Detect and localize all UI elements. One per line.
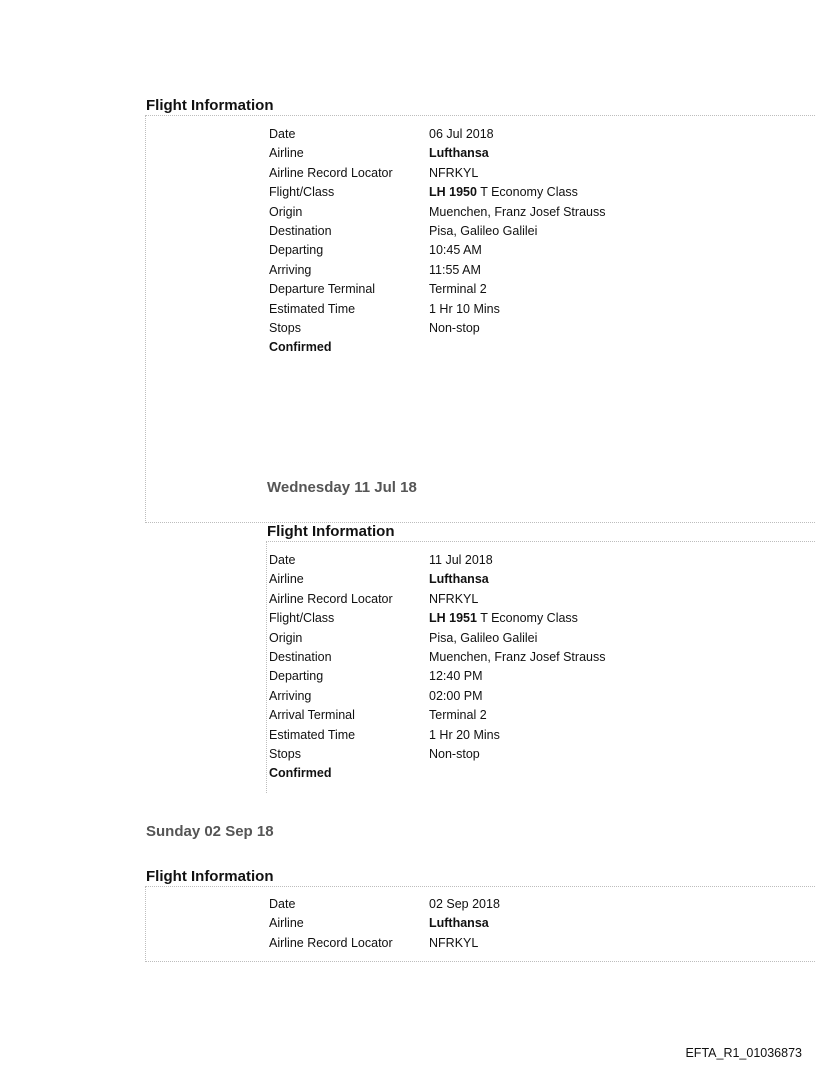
detail-row-locator: Airline Record Locator NFRKYL (269, 934, 500, 953)
stops-value: Non-stop (429, 746, 480, 761)
estimated-time-value: 1 Hr 20 Mins (429, 727, 500, 742)
detail-row-departing: Departing 10:45 AM (269, 241, 605, 260)
locator-value: NFRKYL (429, 591, 479, 606)
arriving-value: 11:55 AM (429, 262, 481, 277)
travel-class: T Economy Class (476, 611, 578, 626)
date-value: 11 Jul 2018 (429, 553, 493, 567)
detail-row-arriving: Arriving 11:55 AM (269, 261, 605, 280)
terminal-value: Terminal 2 (429, 282, 487, 297)
travel-class: T Economy Class (476, 185, 578, 200)
flight-number: LH 1950 (429, 185, 477, 200)
terminal-value: Terminal 2 (429, 708, 487, 723)
flight-information-title-3: Flight Information (146, 868, 274, 885)
airline-value: Lufthansa (429, 916, 489, 931)
day-heading-3: Sunday 02 Sep 18 (146, 823, 274, 840)
date-value: 02 Sep 2018 (429, 897, 500, 911)
origin-value: Muenchen, Franz Josef Strauss (429, 204, 606, 219)
detail-row-destination: Destination Muenchen, Franz Josef Strauss (269, 648, 605, 667)
detail-row-locator: Airline Record Locator NFRKYL (269, 164, 605, 183)
detail-row-arriving: Arriving 02:00 PM (269, 687, 605, 706)
estimated-time-value: 1 Hr 10 Mins (429, 301, 500, 316)
origin-value: Pisa, Galileo Galilei (429, 630, 538, 645)
locator-value: NFRKYL (429, 935, 479, 950)
detail-row-estimated-time: Estimated Time 1 Hr 20 Mins (269, 726, 605, 745)
detail-row-origin: Origin Muenchen, Franz Josef Strauss (269, 203, 605, 222)
detail-row-origin: Origin Pisa, Galileo Galilei (269, 629, 605, 648)
confirmed-status: Confirmed (269, 766, 332, 781)
detail-row-locator: Airline Record Locator NFRKYL (269, 590, 605, 609)
document-id: EFTA_R1_01036873 (685, 1046, 802, 1060)
flight-details-1 (269, 125, 605, 358)
day-heading-2: Wednesday 11 Jul 18 (267, 479, 417, 496)
detail-row-terminal: Arrival Terminal Terminal 2 (269, 706, 605, 725)
flight-class-value (429, 609, 578, 628)
flight-information-panel-3 (145, 886, 816, 962)
detail-row-airline: Airline Lufthansa (269, 914, 500, 933)
flight-class-value (429, 183, 578, 202)
flight-information-panel-2 (266, 541, 816, 793)
flight-information-title-2: Flight Information (267, 523, 395, 540)
locator-value: NFRKYL (429, 165, 479, 180)
detail-row-terminal: Departure Terminal Terminal 2 (269, 280, 605, 299)
detail-row-date: Date 02 Sep 2018 (269, 895, 500, 914)
detail-row-flight-class: Flight/Class LH 1950 T Economy Class (269, 183, 605, 202)
date-value: 06 Jul 2018 (429, 127, 494, 141)
flight-details-2 (269, 551, 605, 784)
flight-information-panel-1 (145, 115, 816, 523)
airline-value: Lufthansa (429, 572, 489, 587)
detail-row-date: Date 11 Jul 2018 (269, 551, 605, 570)
flight-details-3 (269, 895, 500, 953)
detail-row-destination: Destination Pisa, Galileo Galilei (269, 222, 605, 241)
destination-value: Pisa, Galileo Galilei (429, 223, 538, 238)
confirmed-status: Confirmed (269, 340, 332, 355)
detail-row-airline: Airline Lufthansa (269, 570, 605, 589)
detail-row-stops: Stops Non-stop (269, 319, 605, 338)
airline-value: Lufthansa (429, 146, 489, 161)
detail-row-departing: Departing 12:40 PM (269, 667, 605, 686)
detail-row-stops: Stops Non-stop (269, 745, 605, 764)
stops-value: Non-stop (429, 320, 480, 335)
flight-information-title-1: Flight Information (146, 97, 274, 114)
detail-row-flight-class: Flight/Class LH 1951 T Economy Class (269, 609, 605, 628)
flight-number: LH 1951 (429, 611, 477, 626)
detail-row-date: Date 06 Jul 2018 (269, 125, 605, 144)
departing-value: 12:40 PM (429, 669, 483, 684)
destination-value: Muenchen, Franz Josef Strauss (429, 649, 606, 664)
detail-row-estimated-time: Estimated Time 1 Hr 10 Mins (269, 300, 605, 319)
detail-row-airline: Airline Lufthansa (269, 144, 605, 163)
arriving-value: 02:00 PM (429, 688, 483, 703)
departing-value: 10:45 AM (429, 243, 482, 258)
